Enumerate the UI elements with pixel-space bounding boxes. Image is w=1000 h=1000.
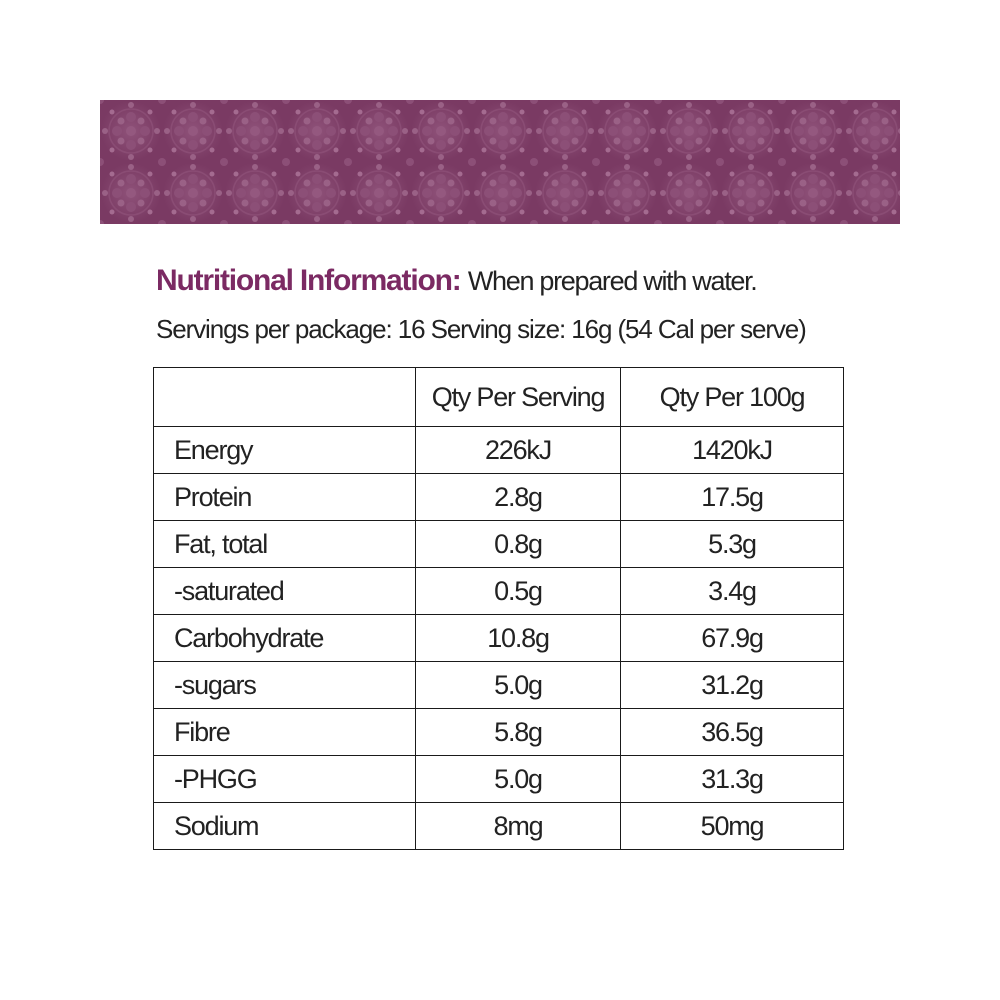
nutrient-name: -PHGG — [154, 756, 416, 803]
table-row — [154, 474, 844, 521]
qty-per-100g: 17.5g — [621, 474, 844, 521]
qty-per-100g: 31.3g — [621, 756, 844, 803]
qty-per-100g: 31.2g — [621, 662, 844, 709]
table-row — [154, 427, 844, 474]
qty-per-serving: 8mg — [416, 803, 621, 850]
nutrient-name: Fibre — [154, 709, 416, 756]
qty-per-100g: 1420kJ — [621, 427, 844, 474]
column-header-nutrient — [154, 368, 416, 427]
nutrient-name: Fat, total — [154, 521, 416, 568]
preparation-note: When prepared with water. — [467, 266, 757, 296]
nutrient-name: -saturated — [154, 568, 416, 615]
qty-per-serving: 5.0g — [416, 756, 621, 803]
qty-per-100g: 3.4g — [621, 568, 844, 615]
nutrient-name: Carbohydrate — [154, 615, 416, 662]
qty-per-100g: 5.3g — [621, 521, 844, 568]
nutrient-name: -sugars — [154, 662, 416, 709]
qty-per-serving: 5.8g — [416, 709, 621, 756]
nutrition-heading-label: Nutritional Information: — [156, 264, 461, 297]
table-row — [154, 568, 844, 615]
qty-per-serving: 10.8g — [416, 615, 621, 662]
qty-per-serving: 226kJ — [416, 427, 621, 474]
qty-per-serving: 5.0g — [416, 662, 621, 709]
table-header-row — [154, 368, 844, 427]
servings-info: Servings per package: 16 Serving size: 16g (54 Cal per serve) — [156, 314, 806, 344]
column-header-per-serving: Qty Per Serving — [416, 368, 621, 427]
column-header-per-100g: Qty Per 100g — [621, 368, 844, 427]
qty-per-100g: 67.9g — [621, 615, 844, 662]
nutrient-name: Sodium — [154, 803, 416, 850]
qty-per-serving: 2.8g — [416, 474, 621, 521]
banner-pattern — [100, 100, 900, 224]
table-row — [154, 615, 844, 662]
nutrition-table — [153, 367, 844, 850]
table-row — [154, 521, 844, 568]
qty-per-serving: 0.5g — [416, 568, 621, 615]
nutrition-heading — [156, 263, 757, 299]
nutrient-name: Protein — [154, 474, 416, 521]
table-row — [154, 662, 844, 709]
qty-per-100g: 50mg — [621, 803, 844, 850]
table-row — [154, 756, 844, 803]
qty-per-serving: 0.8g — [416, 521, 621, 568]
decorative-banner — [100, 100, 900, 224]
table-row — [154, 803, 844, 850]
nutrient-name: Energy — [154, 427, 416, 474]
table-row — [154, 709, 844, 756]
qty-per-100g: 36.5g — [621, 709, 844, 756]
